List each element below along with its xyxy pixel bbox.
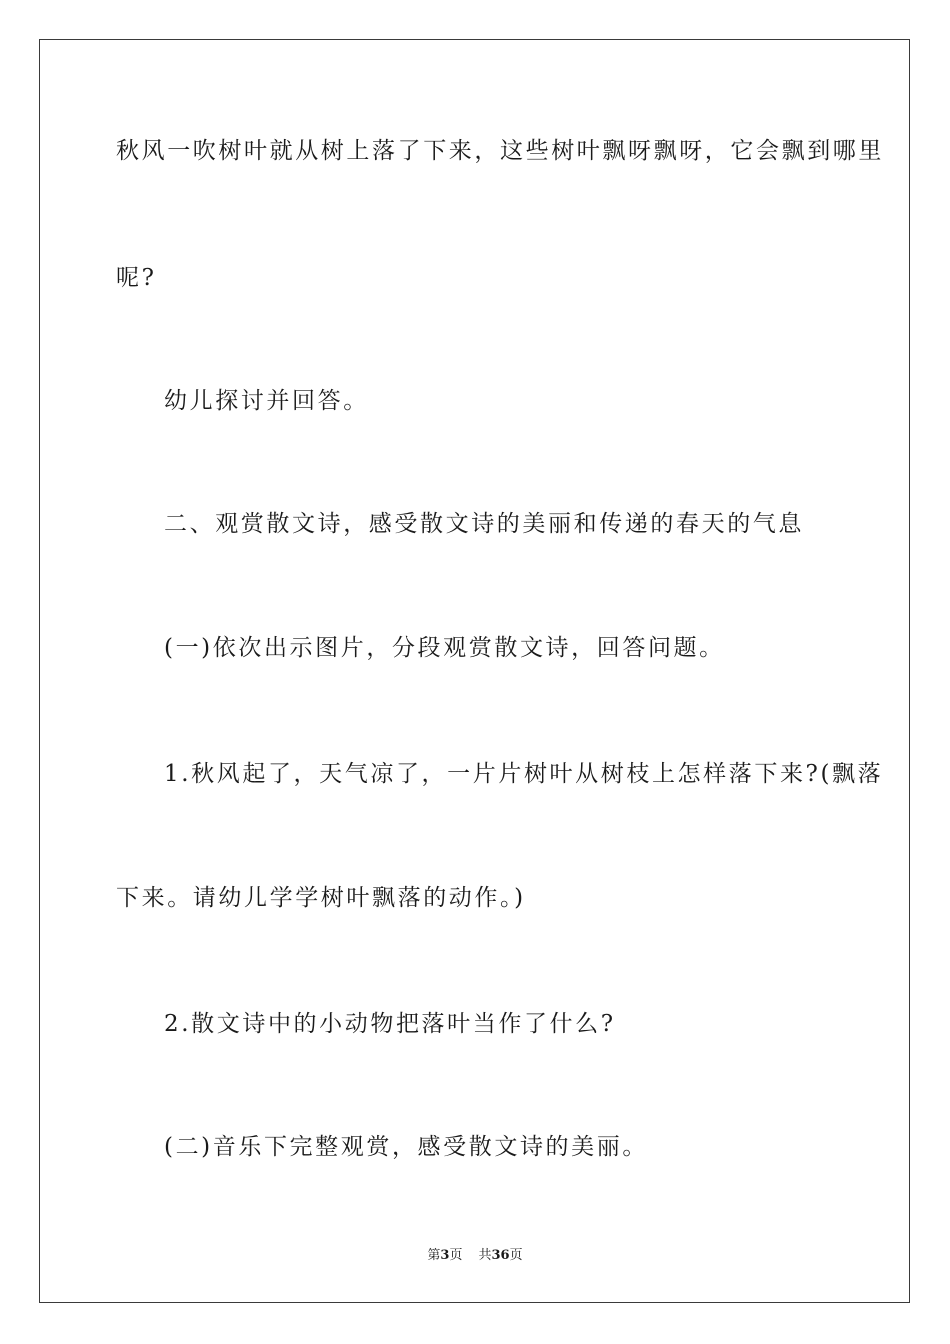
footer-total-pages: 36 (491, 1248, 510, 1263)
footer-page-number: 3 (440, 1248, 450, 1263)
question-2: 2.散文诗中的小动物把落叶当作了什么? (164, 1011, 616, 1037)
question-1-line-1: 1.秋风起了，天气凉了，一片片树叶从树枝上怎样落下来?(飘落 (164, 761, 884, 787)
section-heading: 二、观赏散文诗，感受散文诗的美丽和传递的春天的气息 (164, 511, 804, 537)
footer-page-suffix: 页 (449, 1248, 463, 1263)
subsection-heading-1: (一)依次出示图片，分段观赏散文诗，回答问题。 (164, 635, 725, 661)
footer-total-prefix: 共 (478, 1248, 492, 1263)
page-border (39, 39, 910, 1303)
paragraph-line-3: 幼儿探讨并回答。 (164, 388, 369, 414)
paragraph-line-2: 呢? (116, 265, 157, 291)
page-footer (0, 1247, 950, 1265)
paragraph-line-1: 秋风一吹树叶就从树上落了下来，这些树叶飘呀飘呀，它会飘到哪里 (116, 138, 884, 164)
question-1-line-2: 下来。请幼儿学学树叶飘落的动作。) (116, 885, 526, 911)
subsection-heading-2: (二)音乐下完整观赏，感受散文诗的美丽。 (164, 1134, 648, 1160)
footer-total-suffix: 页 (509, 1248, 523, 1263)
footer-page-prefix: 第 (427, 1248, 441, 1263)
